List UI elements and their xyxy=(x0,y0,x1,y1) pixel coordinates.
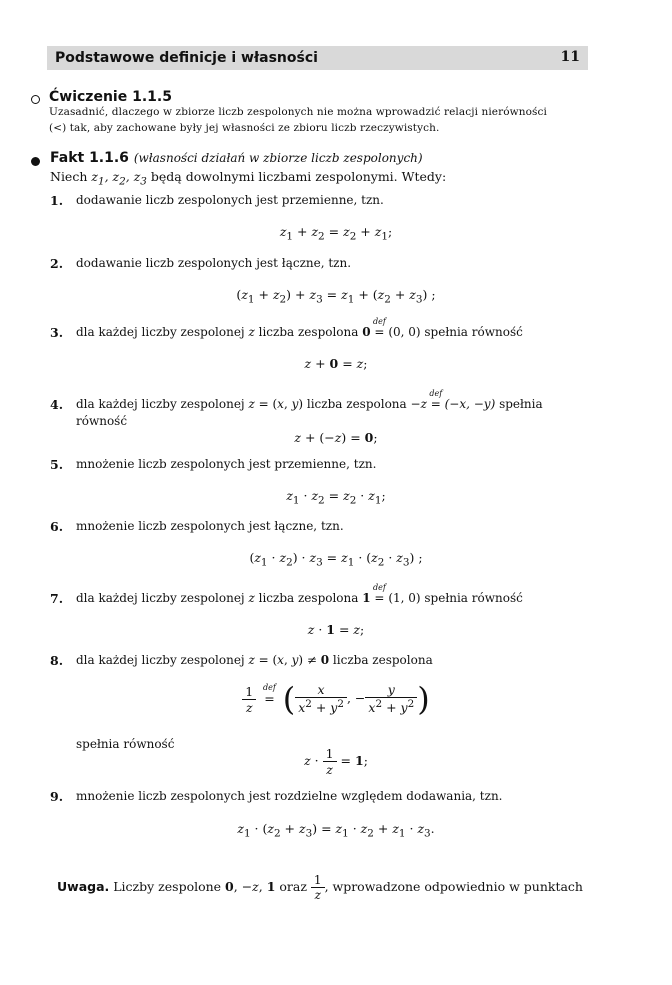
page-number: 11 xyxy=(560,49,580,65)
item-4-text-line-2: równość xyxy=(76,414,128,428)
item-7-number: 7. xyxy=(50,591,64,606)
exercise-text-line-2: (<) tak, aby zachowane były jej własności ze zbioru liczb rzeczywistych. xyxy=(49,122,440,134)
remark-a: Liczby zespolone xyxy=(113,879,226,894)
item-3-text: dla każdej liczby zespolonej z liczba zespolona 0 def = (0, 0) spełnia równość xyxy=(76,317,523,339)
item-4-b: liczba zespolona xyxy=(303,397,411,411)
fact-heading xyxy=(50,150,423,166)
equation-3: z + 0 = z; xyxy=(304,356,368,371)
fact-title: Fakt 1.1.6 xyxy=(50,150,129,166)
item-6-text: mnożenie liczb zespolonych jest łączne, tzn. xyxy=(76,519,344,533)
item-8-b: liczba zespolona xyxy=(329,653,433,667)
def-equal-sign: def = xyxy=(373,583,386,605)
item-3-a: dla każdej liczby zespolonej xyxy=(76,325,249,339)
item-5-text: mnożenie liczb zespolonych jest przemienne, tzn. xyxy=(76,457,377,471)
item-4-number: 4. xyxy=(50,397,64,412)
item-4-value: (−x, −y) xyxy=(444,397,496,411)
item-7-c: spełnia równość xyxy=(420,591,523,605)
equation-4: z + (−z) = 0; xyxy=(294,430,378,445)
equation-5: $z_1 \cdot z_2 = z_2 \cdot z_1$; xyxy=(286,488,386,507)
item-7-b: liczba zespolona xyxy=(254,591,363,605)
item-1-text: dodawanie liczb zespolonych jest przemienne, tzn. xyxy=(76,193,384,207)
item-8-a: dla każdej liczby zespolonej xyxy=(76,653,249,667)
def-equal-sign: def = xyxy=(263,682,276,706)
item-4-a: dla każdej liczby zespolonej xyxy=(76,397,249,411)
item-2-text: dodawanie liczb zespolonych jest łączne, tzn. xyxy=(76,256,352,270)
running-header xyxy=(47,46,588,70)
item-8-text: dla każdej liczby zespolonej z = (x, y) ≠ 0 liczba zespolona xyxy=(76,653,433,667)
fact-intro-vars: $z_1$, $z_2$, $z_3$ xyxy=(91,169,147,188)
item-4-c: spełnia xyxy=(495,397,543,411)
def-equal-sign: def = xyxy=(373,317,386,339)
equation-9: $z_1 \cdot (z_2 + z_3) = z_1 \cdot z_2 + z_1 \cdot z_3$. xyxy=(237,821,435,840)
item-3-c: spełnia równość xyxy=(420,325,523,339)
equation-6: $(z_1 \cdot z_2) \cdot z_3 = z_1 \cdot (z_2 \cdot z_3)$ ; xyxy=(249,550,423,569)
item-4-text: dla każdej liczby zespolonej z = (x, y) liczba zespolona −z def = (−x, −y) spełnia xyxy=(76,389,543,411)
item-7-value: (1, 0) xyxy=(388,591,421,605)
fact-subtitle: (własności działań w zbiorze liczb zespolonych) xyxy=(133,151,423,165)
item-3-b: liczba zespolona xyxy=(254,325,363,339)
remark-label: Uwaga. xyxy=(57,879,110,894)
remark: Uwaga. Liczby zespolone 0, −z, 1 oraz $\frac{1}{z}$ , wprowadzone odpowiednio w punktach xyxy=(57,873,583,902)
equation-8: z · $\frac{1}{z}$ = 1; xyxy=(304,746,368,777)
equation-8-definition: $\frac{1}{z}$ def = ( $\frac{x}{x^2 + y^2}$ , − $\frac{y}{x^2 + y^2}$ ) xyxy=(0,680,672,718)
equation-1: $z_1 + z_2 = z_2 + z_1$; xyxy=(279,224,393,243)
item-7-a: dla każdej liczby zespolonej xyxy=(76,591,249,605)
exercise-bullet-icon xyxy=(31,95,40,104)
item-2-number: 2. xyxy=(50,256,64,271)
item-7-text: dla każdej liczby zespolonej z liczba zespolona 1 def = (1, 0) spełnia równość xyxy=(76,583,523,605)
exercise-text-line-1: Uzasadnić, dlaczego w zbiorze liczb zespolonych nie można wprowadzić relacji nierówności xyxy=(49,106,547,118)
fact-intro xyxy=(50,169,446,190)
header-title: Podstawowe definicje i własności xyxy=(55,50,318,66)
item-9-number: 9. xyxy=(50,789,64,804)
item-3-value: (0, 0) xyxy=(388,325,421,339)
item-9-text: mnożenie liczb zespolonych jest rozdzielne względem dodawania, tzn. xyxy=(76,789,503,803)
item-6-number: 6. xyxy=(50,519,64,534)
fact-intro-b: będą dowolnymi liczbami zespolonymi. Wtedy: xyxy=(146,169,447,184)
item-8-after: spełnia równość xyxy=(76,737,175,751)
exercise-title: Ćwiczenie 1.1.5 xyxy=(49,89,172,105)
equation-2: $(z_1 + z_2) + z_3 = z_1 + (z_2 + z_3)$ ; xyxy=(236,287,436,306)
fact-intro-a: Niech xyxy=(50,169,92,184)
fact-bullet-icon xyxy=(31,157,40,166)
item-3-number: 3. xyxy=(50,325,64,340)
item-1-number: 1. xyxy=(50,193,64,208)
equation-7: z · 1 = z; xyxy=(307,622,365,637)
remark-c: , wprowadzone odpowiednio w punktach xyxy=(324,879,583,894)
remark-b: oraz xyxy=(275,879,311,894)
item-5-number: 5. xyxy=(50,457,64,472)
def-equal-sign: def = xyxy=(429,389,443,411)
item-8-number: 8. xyxy=(50,653,64,668)
